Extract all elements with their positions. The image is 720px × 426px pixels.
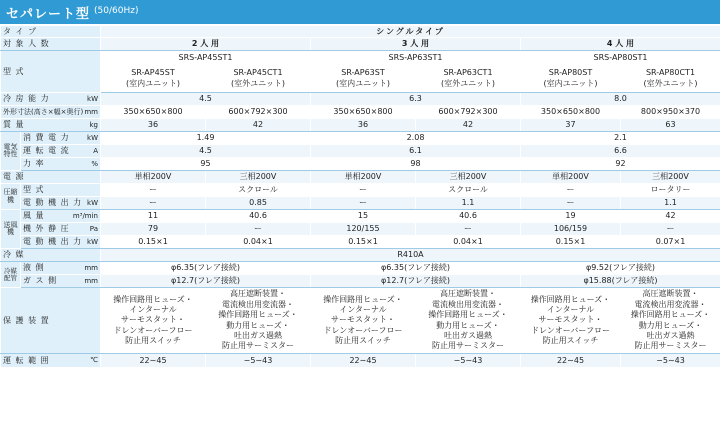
page-title: セパレート型 xyxy=(6,7,91,22)
row-protection xyxy=(1,288,720,354)
prot-line: 操作回路用ヒューズ・ xyxy=(428,310,508,320)
prot-line: 防止用スイッチ xyxy=(335,336,391,346)
label-fan-group: 送風機 xyxy=(1,210,21,249)
label-elec-group: 電気特性 xyxy=(1,132,21,171)
prot-line: ドレンオーバーフロー xyxy=(531,325,610,335)
row-comp-type xyxy=(1,184,720,197)
label-text: 冷 房 能 力 xyxy=(3,94,50,104)
label-mass xyxy=(1,119,101,132)
row-pf xyxy=(1,158,720,171)
pf-2: 98 xyxy=(311,158,521,171)
prot-line: 操作回路用ヒューズ・ xyxy=(113,294,193,304)
row-set-model xyxy=(1,51,720,65)
unit-text: kW xyxy=(87,133,98,142)
mass-out-2: 42 xyxy=(416,119,521,132)
mass-out-3: 63 xyxy=(621,119,720,132)
row-range xyxy=(1,354,720,368)
comp-type-in-1: ー xyxy=(101,184,206,197)
prot-line: 操作回路用ヒューズ・ xyxy=(323,294,403,304)
prot-line: 防止用スイッチ xyxy=(542,336,599,346)
row-fan-press xyxy=(1,223,720,236)
row-fan-air xyxy=(1,210,720,223)
capacity-3: 3 人 用 xyxy=(311,38,521,51)
row-pipe-gas xyxy=(1,275,720,288)
prot-in-1 xyxy=(101,288,206,354)
row-supply xyxy=(1,171,720,184)
indoor-unit-label: (室内ユニット) xyxy=(336,78,390,88)
label-comp-motor xyxy=(21,197,101,210)
unit-text: Pa xyxy=(89,224,98,233)
comp-type-in-3: ー xyxy=(521,184,621,197)
prot-line: 吐出ガス過熱 xyxy=(646,330,695,340)
comp-type-in-2: ー xyxy=(311,184,416,197)
label-fan-motor xyxy=(21,236,101,249)
label-text: 力 率 xyxy=(23,159,45,169)
fan-motor-out-2: 0.04×1 xyxy=(416,236,521,249)
prot-line: 動力用ヒューズ・ xyxy=(436,320,500,330)
power-2: 2.08 xyxy=(311,132,521,145)
prot-out-1 xyxy=(206,288,311,354)
unit-text: kW xyxy=(87,198,98,207)
label-text: 外形寸法(高さ×幅×奥行) xyxy=(3,107,84,116)
row-dims xyxy=(1,106,720,119)
label-text: 電 動 機 出 力 xyxy=(23,237,83,247)
row-fan-motor xyxy=(1,236,720,249)
label-pf xyxy=(21,158,101,171)
prot-out-3 xyxy=(621,288,720,354)
row-power xyxy=(1,132,720,145)
dims-in-3: 350×650×800 xyxy=(521,106,621,119)
fan-press-in-1: 79 xyxy=(101,223,206,236)
row-capacity xyxy=(1,38,720,51)
prot-line: 動力用ヒューズ・ xyxy=(226,320,290,330)
prot-line: サーモスタット・ xyxy=(538,315,603,325)
pipe-gas-2: φ12.7(フレア接続) xyxy=(311,275,521,288)
range-in-2: 22∼45 xyxy=(311,354,416,368)
unit-text: m³/min xyxy=(72,211,98,220)
unit-text: ℃ xyxy=(90,356,98,365)
label-dims xyxy=(1,106,101,119)
unit-text: kg xyxy=(89,120,98,129)
label-text: 運 転 範 囲 xyxy=(3,355,50,365)
comp-motor-in-2: ー xyxy=(311,197,416,210)
prot-line: 動力用ヒューズ・ xyxy=(638,320,703,330)
label-current xyxy=(21,145,101,158)
prot-line: サーモスタット・ xyxy=(331,315,395,325)
fan-press-out-2: ー xyxy=(416,223,521,236)
pf-1: 95 xyxy=(101,158,311,171)
indoor-model-1 xyxy=(101,65,206,93)
comp-motor-in-3: ー xyxy=(521,197,621,210)
label-refrigerant: 冷 媒 xyxy=(1,249,101,262)
current-2: 6.1 xyxy=(311,145,521,158)
dims-out-1: 600×792×300 xyxy=(206,106,311,119)
fan-press-out-3: ー xyxy=(621,223,720,236)
label-text: 運 転 電 流 xyxy=(23,146,70,156)
label-comp-group: 圧縮機 xyxy=(1,184,21,210)
row-type xyxy=(1,26,720,38)
prot-in-3 xyxy=(521,288,621,354)
mass-in-1: 36 xyxy=(101,119,206,132)
refrigerant-value: R410A xyxy=(101,249,720,262)
supply-in-3: 単相200V xyxy=(521,171,621,184)
indoor-model-name: SR-AP80ST xyxy=(548,68,593,78)
fan-press-in-3: 106/159 xyxy=(521,223,621,236)
row-refrigerant xyxy=(1,249,720,262)
label-comp-type: 型 式 xyxy=(21,184,101,197)
pipe-gas-3: φ15.88(フレア接続) xyxy=(521,275,720,288)
prot-line: サーモスタット・ xyxy=(121,315,185,325)
label-cooling xyxy=(1,93,101,106)
fan-motor-out-1: 0.04×1 xyxy=(206,236,311,249)
spec-table xyxy=(0,25,720,368)
mass-in-2: 36 xyxy=(311,119,416,132)
cooling-2: 6.3 xyxy=(311,93,521,106)
dims-out-2: 600×792×300 xyxy=(416,106,521,119)
row-unit-models xyxy=(1,65,720,93)
label-power xyxy=(21,132,101,145)
prot-line: 電流検出用変流器・ xyxy=(634,299,707,309)
set-model-1: SRS-AP45ST1 xyxy=(101,51,311,65)
supply-out-2: 三相200V xyxy=(416,171,521,184)
prot-line: 防止用サーミスター xyxy=(432,341,504,351)
fan-air-out-3: 42 xyxy=(621,210,720,223)
set-model-2: SRS-AP63ST1 xyxy=(311,51,521,65)
indoor-model-name: SR-AP45ST xyxy=(131,68,175,78)
label-protection: 保 護 装 置 xyxy=(1,288,101,354)
pipe-liquid-1: φ6.35(フレア接続) xyxy=(101,262,311,275)
comp-motor-out-1: 0.85 xyxy=(206,197,311,210)
title-bar xyxy=(0,0,720,24)
row-pipe-liquid xyxy=(1,262,720,275)
prot-line: 高圧遮断装置・ xyxy=(230,289,286,299)
label-fan-press xyxy=(21,223,101,236)
label-supply: 電 源 xyxy=(1,171,101,184)
prot-line: 操作回路用ヒューズ・ xyxy=(218,310,298,320)
comp-type-out-2: スクロール xyxy=(416,184,521,197)
set-model-3: SRS-AP80ST1 xyxy=(521,51,720,65)
outdoor-model-1 xyxy=(206,65,311,93)
row-mass xyxy=(1,119,720,132)
prot-line: 吐出ガス過熱 xyxy=(444,330,492,340)
unit-text: mm xyxy=(84,263,98,272)
prot-line: 防止用サーミスター xyxy=(222,341,294,351)
label-pipe-gas xyxy=(21,275,101,288)
prot-line: 電流検出用変流器・ xyxy=(432,299,504,309)
prot-line: 高圧遮断装置・ xyxy=(642,289,699,299)
power-3: 2.1 xyxy=(521,132,720,145)
prot-line: インターナル xyxy=(129,304,177,314)
page-subtitle: (50/60Hz) xyxy=(94,6,139,16)
prot-line: ドレンオーバーフロー xyxy=(113,325,193,335)
fan-air-in-3: 19 xyxy=(521,210,621,223)
mass-in-3: 37 xyxy=(521,119,621,132)
comp-motor-out-2: 1.1 xyxy=(416,197,521,210)
prot-line: 電流検出用変流器・ xyxy=(222,299,294,309)
prot-in-2 xyxy=(311,288,416,354)
current-1: 4.5 xyxy=(101,145,311,158)
outdoor-unit-label: (室外ユニット) xyxy=(643,78,698,88)
range-out-3: −5∼43 xyxy=(621,354,720,368)
prot-line: インターナル xyxy=(339,304,387,314)
prot-line: 防止用サーミスター xyxy=(634,341,707,351)
fan-press-in-2: 120/155 xyxy=(311,223,416,236)
pipe-liquid-3: φ9.52(フレア接続) xyxy=(521,262,720,275)
indoor-model-3 xyxy=(521,65,621,93)
prot-line: インターナル xyxy=(546,304,595,314)
cooling-3: 8.0 xyxy=(521,93,720,106)
row-comp-motor xyxy=(1,197,720,210)
fan-motor-in-2: 0.15×1 xyxy=(311,236,416,249)
dims-in-2: 350×650×800 xyxy=(311,106,416,119)
pipe-gas-1: φ12.7(フレア接続) xyxy=(101,275,311,288)
range-in-1: 22∼45 xyxy=(101,354,206,368)
label-text: 消 費 電 力 xyxy=(23,133,70,143)
unit-text: mm xyxy=(84,276,98,285)
current-3: 6.6 xyxy=(521,145,720,158)
fan-air-out-2: 40.6 xyxy=(416,210,521,223)
range-out-1: −5∼43 xyxy=(206,354,311,368)
range-out-2: −5∼43 xyxy=(416,354,521,368)
label-capacity: 対 象 人 数 xyxy=(1,38,101,51)
outdoor-unit-label: (室外ユニット) xyxy=(441,78,495,88)
unit-text: kW xyxy=(87,94,98,103)
unit-text: mm xyxy=(84,107,98,116)
capacity-4: 4 人 用 xyxy=(521,38,720,51)
mass-out-1: 42 xyxy=(206,119,311,132)
fan-motor-in-1: 0.15×1 xyxy=(101,236,206,249)
comp-motor-in-1: ー xyxy=(101,197,206,210)
label-text: 電 動 機 出 力 xyxy=(23,198,83,208)
outdoor-model-name: SR-AP80CT1 xyxy=(645,68,696,78)
label-text: 質 量 xyxy=(3,120,25,130)
outdoor-model-name: SR-AP45CT1 xyxy=(233,68,283,78)
prot-line: 防止用スイッチ xyxy=(125,336,181,346)
indoor-model-2 xyxy=(311,65,416,93)
row-current xyxy=(1,145,720,158)
label-text: 機 外 静 圧 xyxy=(23,224,70,234)
label-type: タ イ プ xyxy=(1,26,101,38)
prot-line: 操作回路用ヒューズ・ xyxy=(630,310,711,320)
label-fan-air xyxy=(21,210,101,223)
outdoor-model-2 xyxy=(416,65,521,93)
dims-in-1: 350×650×800 xyxy=(101,106,206,119)
prot-out-2 xyxy=(416,288,521,354)
label-text: ガ ス 側 xyxy=(23,276,58,286)
type-value: シングルタイプ xyxy=(101,26,720,38)
pipe-liquid-2: φ6.35(フレア接続) xyxy=(311,262,521,275)
label-text: 液 側 xyxy=(23,263,45,273)
prot-line: ドレンオーバーフロー xyxy=(323,325,403,335)
label-pipe-group: 冷媒配管 xyxy=(1,262,21,288)
fan-air-in-1: 11 xyxy=(101,210,206,223)
outdoor-model-name: SR-AP63CT1 xyxy=(443,68,493,78)
unit-text: A xyxy=(93,146,98,155)
unit-text: % xyxy=(91,159,98,168)
pf-3: 92 xyxy=(521,158,720,171)
indoor-unit-label: (室内ユニット) xyxy=(543,78,598,88)
fan-press-out-1: ー xyxy=(206,223,311,236)
fan-air-out-1: 40.6 xyxy=(206,210,311,223)
power-1: 1.49 xyxy=(101,132,311,145)
capacity-2: 2 人 用 xyxy=(101,38,311,51)
unit-text: kW xyxy=(87,237,98,246)
label-model: 型 式 xyxy=(1,51,101,93)
supply-in-1: 単相200V xyxy=(101,171,206,184)
supply-out-1: 三相200V xyxy=(206,171,311,184)
supply-in-2: 単相200V xyxy=(311,171,416,184)
fan-motor-out-3: 0.07×1 xyxy=(621,236,720,249)
fan-air-in-2: 15 xyxy=(311,210,416,223)
prot-line: 高圧遮断装置・ xyxy=(440,289,496,299)
comp-motor-out-3: 1.1 xyxy=(621,197,720,210)
indoor-unit-label: (室内ユニット) xyxy=(126,78,180,88)
fan-motor-in-3: 0.15×1 xyxy=(521,236,621,249)
cooling-1: 4.5 xyxy=(101,93,311,106)
supply-out-3: 三相200V xyxy=(621,171,720,184)
outdoor-unit-label: (室外ユニット) xyxy=(231,78,285,88)
label-text: 風 量 xyxy=(23,211,45,221)
label-range xyxy=(1,354,101,368)
prot-line: 操作回路用ヒューズ・ xyxy=(530,294,611,304)
indoor-model-name: SR-AP63ST xyxy=(341,68,385,78)
prot-line: 吐出ガス過熱 xyxy=(234,330,282,340)
row-cooling xyxy=(1,93,720,106)
comp-type-out-3: ロータリー xyxy=(621,184,720,197)
comp-type-out-1: スクロール xyxy=(206,184,311,197)
dims-out-3: 800×950×370 xyxy=(621,106,720,119)
outdoor-model-3 xyxy=(621,65,720,93)
range-in-3: 22∼45 xyxy=(521,354,621,368)
label-pipe-liquid xyxy=(21,262,101,275)
